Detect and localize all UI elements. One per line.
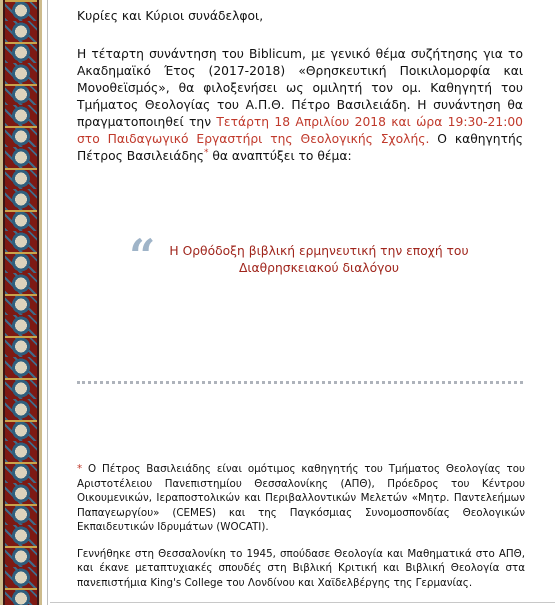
footnote-paragraph-1 [77,462,525,535]
intro-text-part1: Η τέταρτη συνάντηση του Biblicum, με γενικό θέμα συζήτησης για το Ακαδημαϊκό Έτος (2017-2018) «Θρησκευτική Ποικιλομορφία και Μονοθεϊσμός», θα φιλοξενήσει ως ομιλητή τον ομ. Καθηγητή του Τμήματος Θεολογίας του Α.Π.Θ. Πέτρο Βασιλειάδη. Η συνάντηση θα πραγματοποιηθεί την [77,47,523,129]
footnote [77,462,525,590]
greeting: Κυρίες και Κύριοι συνάδελφοι, [77,9,264,23]
dotted-divider [77,381,523,384]
quotation-mark-icon: “ [129,229,156,283]
footnote-paragraph-1-text: Ο Πέτρος Βασιλειάδης είναι ομότιμος καθηγητής του Τμήματος Θεολογίας του Αριστοτέλειου Πανεπιστημίου Θεσσαλονίκης (ΑΠΘ), Πρόεδρος του Κέντρου Οικουμενικών, Ιεραποστολικών και Περιβαλλοντικών Μελετών «Μητρ. Παντελεήμων Παπαγεωργίου» (CEMES) και της Παγκόσμιας Συνομοσπονδίας Θεολογικών Εκπαιδευτικών Ιδρυμάτων (WOCATI). [77,463,525,533]
intro-text-part3: θα αναπτύξει το θέμα: [208,149,352,163]
footnote-marker: * [203,147,209,158]
event-date-highlight: Τετάρτη 18 Απριλίου 2018 και ώρα 19:30-21:00 στο Παιδαγωγικό Εργαστήρι της Θεολογικής Σχολής. [77,115,523,146]
footnote-star: * [77,463,83,475]
bottom-rule [50,602,555,603]
intro-paragraph [77,46,523,165]
border-divider-line [47,0,48,605]
lecture-title: Η Ορθόδοξη βιβλική ερμηνευτική την εποχή του Διαθρησκειακού διαλόγου [169,244,469,275]
intro-text-part2: Ο καθηγητής Πέτρος Βασιλειάδης [77,132,523,163]
decorative-border-frame [0,0,42,605]
footnote-paragraph-2: Γεννήθηκε στη Θεσσαλονίκη το 1945, σπούδασε Θεολογία και Μαθηματικά στο ΑΠΘ, και έκανε μεταπτυχιακές σπουδές στη Βιβλική Κριτική και Βιβλική Θεολογία στα πανεπιστήμια King's College του Λονδίνου και Χαϊδελβέργης της Γερμανίας. [77,547,525,589]
